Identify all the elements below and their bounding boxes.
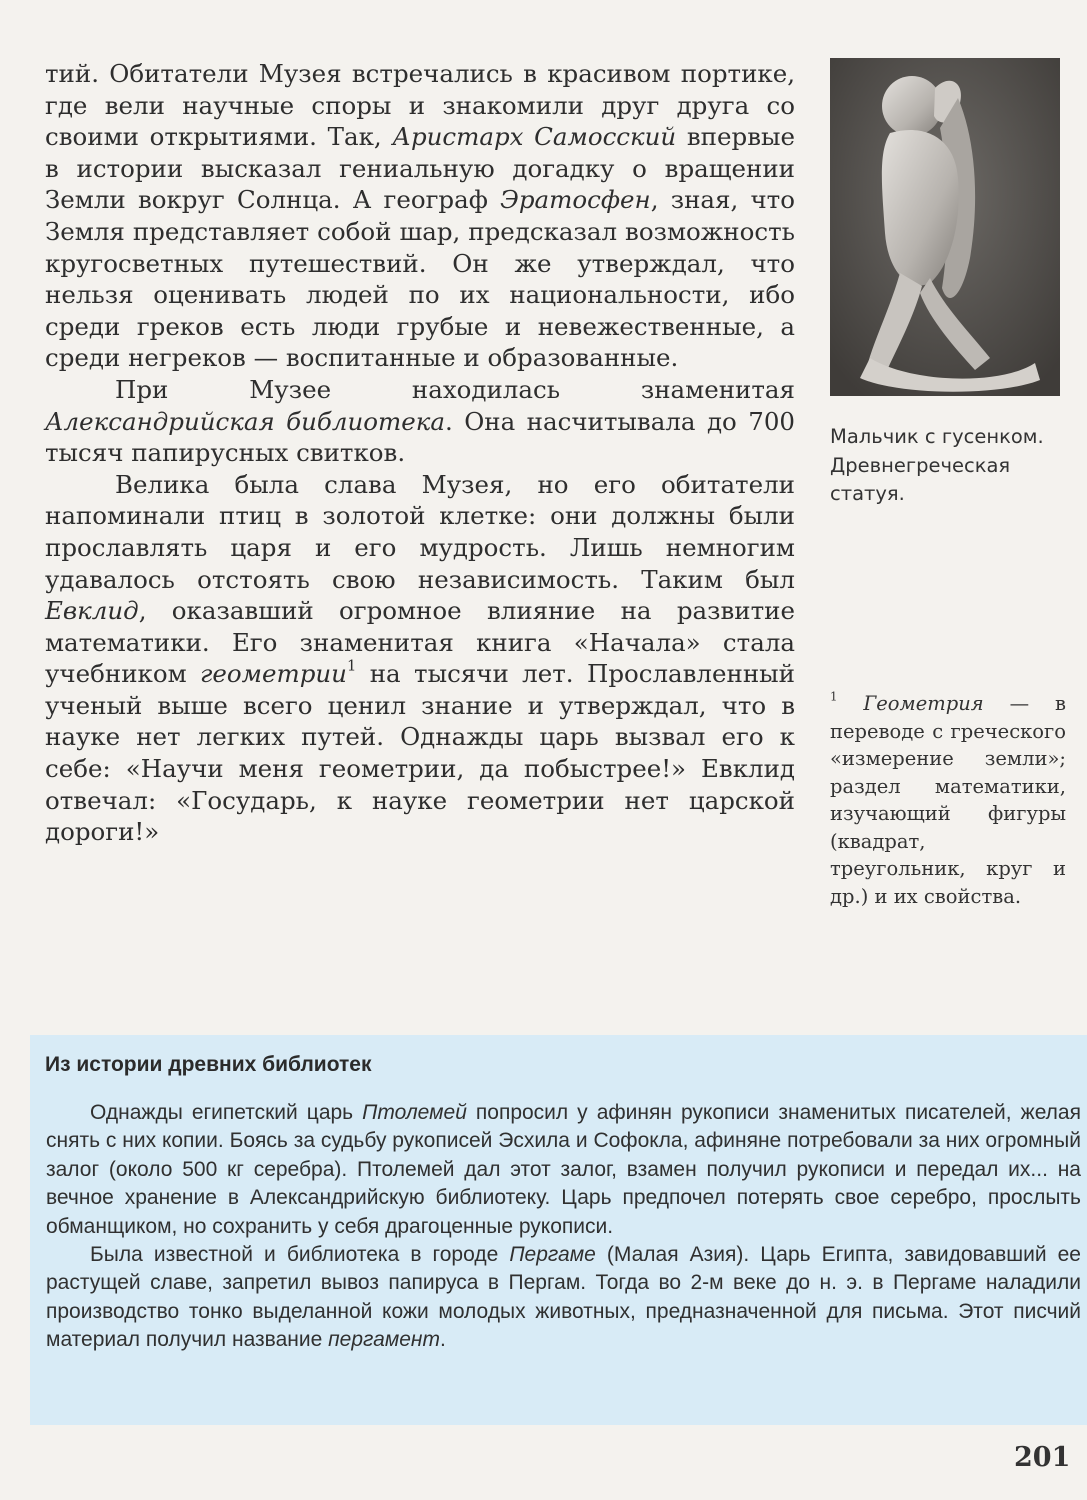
footnote: $^1$ Геометрия — в переводе с греческого «измерение земли»; раздел математики, изучающий фигуры (квадрат, треугольник, круг и др.) и их свойства. bbox=[830, 689, 1066, 908]
paragraph: Велика была слава Музея, но его обитатели напоминали птиц в золотой клетке: они должны были прославлять царя и его мудрость. Лишь немногим удавалось отстоять свою независимость. Таким был Евклид, оказавший огромное влияние на развитие математики. Его знаменитая книга «Начала» стала учебником геометрии$^1$ на тысячи лет. Прославленный ученый выше всего ценил знание и утверждал, что в науке нет легких путей. Однажды царь вызвал его к себе: «Научи меня геометрии, да побыстрее!» Евклид отвечал: «Государь, к науке геометрии нет царской дороги!» bbox=[45, 469, 795, 847]
statue-photo bbox=[830, 58, 1060, 396]
sidebar-box bbox=[30, 1035, 1087, 1425]
figure-caption: Мальчик с гусенком. Древнегреческая статуя. bbox=[830, 425, 1044, 505]
paragraph: Однажды египетский царь Птолемей попросил у афинян рукописи знаменитых писателей, желая снять с них копии. Боясь за судьбу рукописей Эсхила и Софокла, афиняне потребовали за них огромный залог (около 500 кг серебра). Птолемей дал этот залог, взамен получил рукописи и передал их... на вечное хранение в Александрийскую библиотеку. Царь предпочел потерять свое серебро, прослыть обманщиком, но сохранить у себя драгоценные рукописи. bbox=[46, 1101, 1081, 1238]
box-text bbox=[46, 1099, 1081, 1355]
paragraph: При Музее находилась знаменитая Александрийская библиотека. Она насчитывала до 700 тысяч папирусных свитков. bbox=[45, 374, 795, 468]
footnote-ref: 1 bbox=[346, 657, 357, 675]
page-number: 201 bbox=[1014, 1442, 1071, 1473]
paragraph: тий. Обитатели Музея встречались в красивом портике, где вели научные споры и знакомили друг друга со своими открытиями. Так, Аристарх Самосский впервые в истории высказал гениальную догадку о вращении Земли вокруг Солнца. А географ Эратосфен, зная, что Земля представляет собой шар, предсказал возможность кругосветных путешествий. Он же утверждал, что нельзя оценивать людей по их национальности, ибо среди греков есть люди грубые и невежественные, а среди негреков — воспитанные и образованные. bbox=[45, 59, 795, 373]
paragraph: Была известной и библиотека в городе Пергаме (Малая Азия). Царь Египта, завидовавший ее растущей славе, запретил вывоз папируса в Пергам. Тогда во 2-м веке до н. э. в Пергаме наладили производство тонко выделанной кожи молодых животных, предназначенной для письма. Этот писчий материал получил название пергамент. bbox=[46, 1243, 1081, 1352]
main-text bbox=[45, 58, 795, 848]
box-title: Из истории древних библиотек bbox=[45, 1053, 372, 1076]
